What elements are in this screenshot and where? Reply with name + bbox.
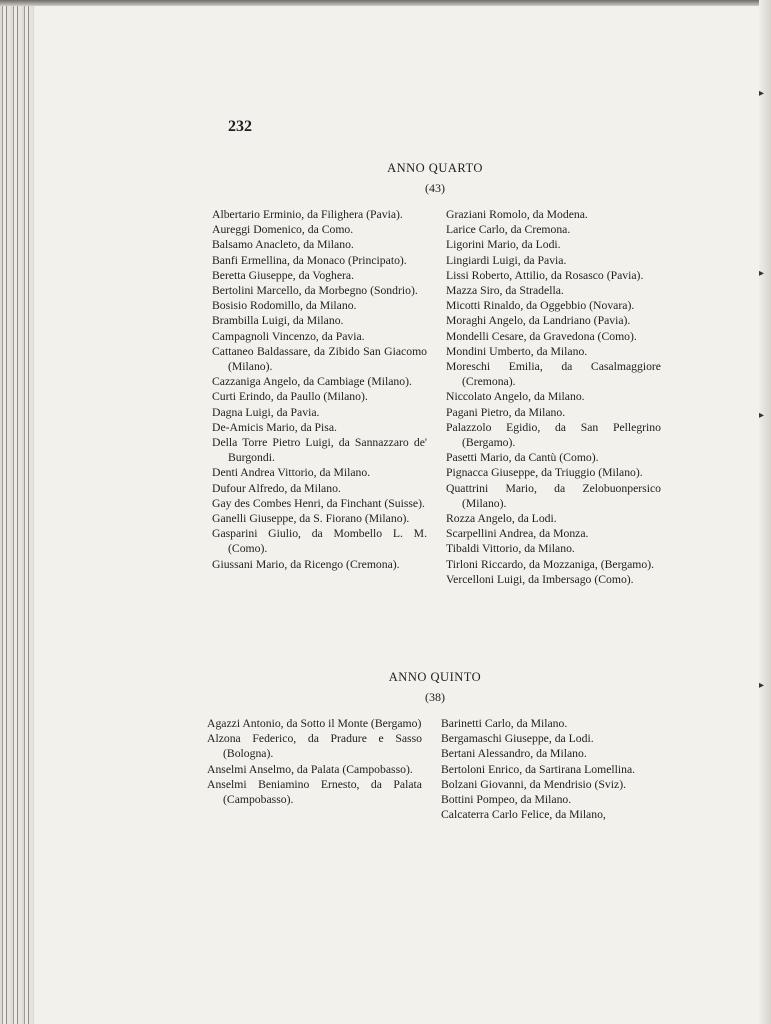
student-entry: Niccolato Angelo, da Milano. xyxy=(446,390,585,404)
student-entry: Agazzi Antonio, da Sotto il Monte (Bergamo) xyxy=(207,717,422,730)
anno-quinto-right-column xyxy=(441,716,656,822)
student-entry: Pasetti Mario, da Cantù (Como). xyxy=(446,451,599,465)
student-entry: Calcaterra Carlo Felice, da Milano, xyxy=(441,808,606,822)
book-binding-edge xyxy=(0,0,34,1024)
student-entry: Tirloni Riccardo, da Mozzaniga, (Bergamo). xyxy=(446,557,655,571)
student-entry: Bolzani Giovanni, da Mendrisio (Sviz). xyxy=(441,777,627,791)
student-entry: Curti Erindo, da Paullo (Milano). xyxy=(212,390,368,404)
student-entry: Cazzaniga Angelo, da Cambiage (Milano). xyxy=(212,375,412,389)
student-entry: Della Torre Pietro Luigi, da Sannazzaro de' Burgondi. xyxy=(212,436,427,465)
section-count-anno-quarto: (43) xyxy=(425,181,445,195)
section-title-anno-quinto: ANNO QUINTO xyxy=(388,670,482,684)
student-entry: Balsamo Anacleto, da Milano. xyxy=(212,238,354,252)
student-entry: Anselmi Anselmo, da Palata (Campobasso). xyxy=(207,762,413,776)
margin-mark: ▸ xyxy=(759,410,765,421)
student-entry: Larice Carlo, da Cremona. xyxy=(446,223,571,237)
student-entry: Gasparini Giulio, da Mombello L. M. (Como). xyxy=(212,527,427,556)
student-entry: Dagna Luigi, da Pavia. xyxy=(212,405,320,419)
student-entry: Palazzolo Egidio, da San Pellegrino (Bergamo). xyxy=(446,420,661,450)
student-entry: Bertoloni Enrico, da Sartirana Lomellina. xyxy=(441,762,636,776)
student-entry: Rozza Angelo, da Lodi. xyxy=(446,512,557,526)
student-entry: Tibaldi Vittorio, da Milano. xyxy=(446,542,575,556)
page-number: 232 xyxy=(228,118,252,135)
anno-quarto-left-column xyxy=(212,207,427,572)
student-entry: Denti Andrea Vittorio, da Milano. xyxy=(212,466,371,480)
student-entry: Campagnoli Vincenzo, da Pavia. xyxy=(212,329,365,343)
student-entry: Dufour Alfredo, da Milano. xyxy=(212,481,341,495)
student-entry: Ganelli Giuseppe, da S. Fiorano (Milano). xyxy=(212,512,410,526)
student-entry: Aureggi Domenico, da Como. xyxy=(212,223,354,237)
student-entry: Bosisio Rodomillo, da Milano. xyxy=(212,299,357,313)
student-entry: Cattaneo Baldassare, da Zibido San Giacomo (Milano). xyxy=(212,344,427,374)
student-entry: Barinetti Carlo, da Milano. xyxy=(441,717,568,730)
student-entry: Moraghi Angelo, da Landriano (Pavia). xyxy=(446,314,631,328)
section-count-anno-quinto: (38) xyxy=(425,690,445,704)
student-entry: Mondelli Cesare, da Gravedona (Como). xyxy=(446,329,637,343)
margin-mark: ▸ xyxy=(759,680,765,691)
student-entry: Pagani Pietro, da Milano. xyxy=(446,405,566,419)
student-entry: Bertolini Marcello, da Morbegno (Sondrio). xyxy=(212,284,418,298)
student-entry: Moreschi Emilia, da Casalmaggiore (Cremona). xyxy=(446,360,661,389)
student-entry: Mondini Umberto, da Milano. xyxy=(446,344,588,358)
student-entry: De-Amicis Mario, da Pisa. xyxy=(212,420,337,434)
section-title-anno-quarto: ANNO QUARTO xyxy=(387,161,483,175)
student-entry: Gay des Combes Henri, da Finchant (Suisse). xyxy=(212,496,425,510)
student-entry: Giussani Mario, da Ricengo (Cremona). xyxy=(212,557,400,571)
page-top-edge xyxy=(0,0,771,6)
page-right-edge xyxy=(759,0,771,1024)
student-entry: Brambilla Luigi, da Milano. xyxy=(212,314,344,328)
student-entry: Ligorini Mario, da Lodi. xyxy=(446,238,561,252)
student-entry: Scarpellini Andrea, da Monza. xyxy=(446,527,589,541)
student-entry: Bertani Alessandro, da Milano. xyxy=(441,747,587,761)
student-entry: Beretta Giuseppe, da Voghera. xyxy=(212,268,355,282)
student-entry: Pignacca Giuseppe, da Triuggio (Milano). xyxy=(446,466,643,480)
student-entry: Albertario Erminio, da Filighera (Pavia). xyxy=(212,208,403,221)
margin-mark: ▸ xyxy=(759,268,765,279)
student-entry: Vercelloni Luigi, da Imbersago (Como). xyxy=(446,572,634,586)
anno-quarto-right-column xyxy=(446,207,661,587)
anno-quinto-left-column xyxy=(207,716,422,807)
student-entry: Graziani Romolo, da Modena. xyxy=(446,208,588,221)
student-entry: Lissi Roberto, Attilio, da Rosasco (Pavia). xyxy=(446,268,644,282)
student-entry: Anselmi Beniamino Ernesto, da Palata (Campobasso). xyxy=(207,777,422,807)
student-entry: Bergamaschi Giuseppe, da Lodi. xyxy=(441,732,594,746)
student-entry: Alzona Federico, da Pradure e Sasso (Bologna). xyxy=(207,732,422,761)
student-entry: Banfi Ermellina, da Monaco (Principato). xyxy=(212,253,407,267)
student-entry: Lingiardi Luigi, da Pavia. xyxy=(446,253,567,267)
student-entry: Micotti Rinaldo, da Oggebbio (Novara). xyxy=(446,299,635,313)
margin-mark: ▸ xyxy=(759,88,765,99)
student-entry: Mazza Siro, da Stradella. xyxy=(446,284,564,298)
student-entry: Quattrini Mario, da Zelobuonpersico (Milano). xyxy=(446,481,661,510)
student-entry: Bottini Pompeo, da Milano. xyxy=(441,793,572,807)
